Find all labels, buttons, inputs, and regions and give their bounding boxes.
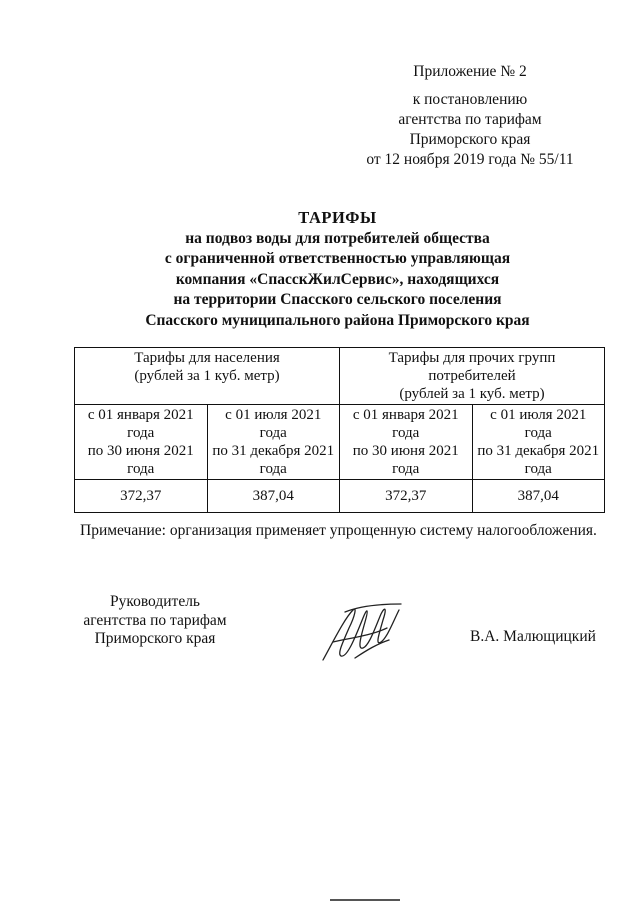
other-groups-tariffs-header: Тарифы для прочих групп потребителей (рублей за 1 куб. метр) (340, 348, 605, 405)
title-line-3: компания «СпасскЖилСервис», находящихся (175, 270, 500, 288)
tariff-table (74, 347, 605, 513)
scan-edge-mark (330, 899, 400, 901)
title-line-1: на подвоз воды для потребителей общества (185, 229, 490, 247)
period-cell: с 01 июля 2021 года по 31 декабря 2021 года (472, 405, 605, 480)
tariff-value-cell: 372,37 (75, 480, 208, 513)
tax-note: Примечание: организация применяет упрощенную систему налогообложения. (80, 522, 597, 539)
appendix-line-1: к постановлению (412, 91, 528, 108)
title-line-5: Спасского муниципального района Приморского края (145, 311, 530, 329)
period-cell: с 01 января 2021 года по 30 июня 2021 года (340, 405, 473, 480)
signer-position: Руководитель агентства по тарифам Приморского края (83, 593, 227, 647)
table-header-row (75, 348, 605, 405)
signer-name: В.А. Малющицкий (470, 628, 596, 645)
tariff-value-cell: 387,04 (207, 480, 340, 513)
handwritten-signature (315, 598, 410, 668)
title-line-4: на территории Спасского сельского поселения (173, 291, 502, 308)
appendix-line-3: Приморского края (409, 131, 531, 148)
document-title (60, 208, 615, 331)
period-cell: с 01 июля 2021 года по 31 декабря 2021 года (207, 405, 340, 480)
title-heading: ТАРИФЫ (298, 208, 377, 227)
appendix-line-2: агентства по тарифам (398, 111, 542, 128)
table-value-row (75, 480, 605, 513)
period-cell: с 01 января 2021 года по 30 июня 2021 года (75, 405, 208, 480)
appendix-number: Приложение № 2 (413, 63, 527, 80)
table-period-row (75, 405, 605, 480)
appendix-line-4: от 12 ноября 2019 года № 55/11 (366, 151, 574, 168)
population-tariffs-header: Тарифы для населения (рублей за 1 куб. метр) (75, 348, 340, 405)
title-line-2: с ограниченной ответственностью управляющая (164, 250, 511, 267)
tariff-value-cell: 387,04 (472, 480, 605, 513)
tariff-value-cell: 372,37 (340, 480, 473, 513)
appendix-header (340, 62, 600, 170)
